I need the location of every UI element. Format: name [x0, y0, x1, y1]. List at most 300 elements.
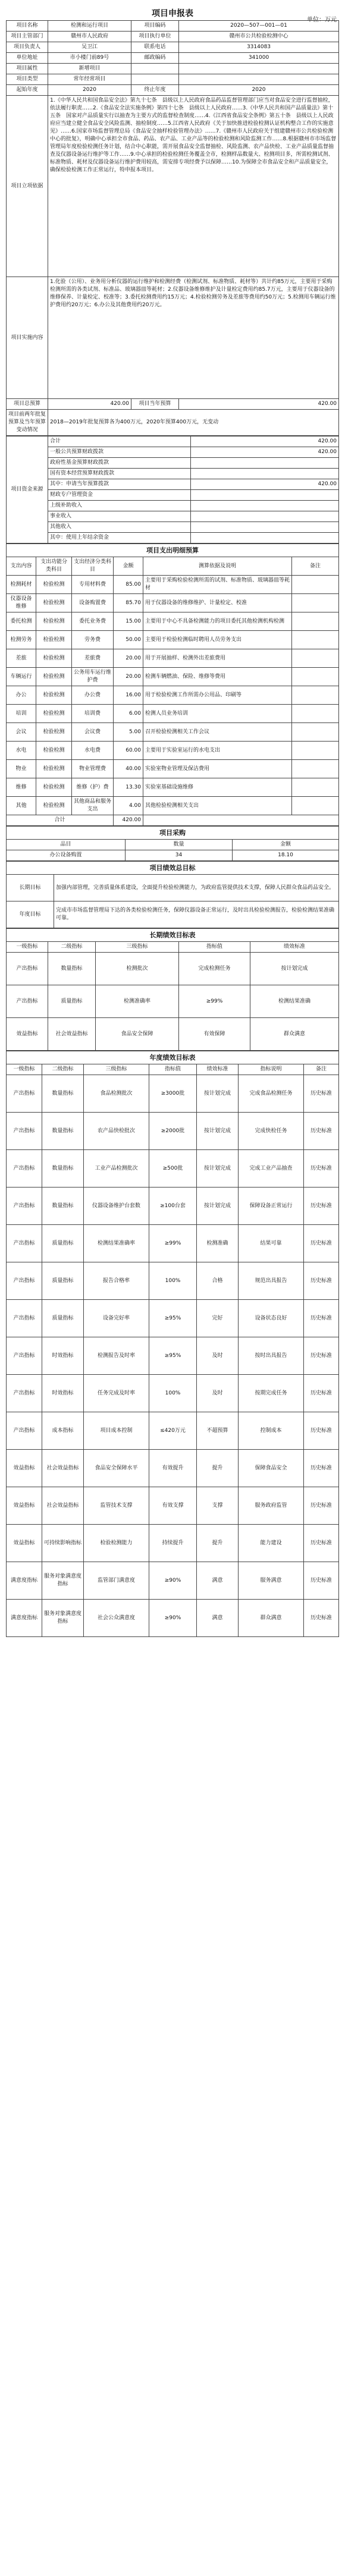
detail-cell: 其他商品和服务支出 [72, 797, 114, 815]
period-end: 2020 [179, 85, 339, 96]
detail-cell: 车辆运行 [7, 668, 36, 686]
detail-cell: 主要用于采购检验检测所需的试剂、标准物质、玻璃器皿等耗材 [143, 576, 292, 594]
year-cell: 不超预算 [197, 1412, 239, 1450]
detail-cell [292, 576, 339, 594]
detail-cell: 其他 [7, 797, 36, 815]
long-cell: 食品安全保障 [96, 1018, 179, 1051]
funds-row [7, 511, 339, 522]
funds-amount [191, 490, 339, 501]
year-cell: 设备完好率 [84, 1300, 149, 1337]
year-row [7, 1412, 339, 1450]
detail-cell: 检验检测 [36, 723, 72, 742]
funds-amount [191, 501, 339, 511]
detail-cell: 设备购置费 [72, 594, 114, 612]
basic-row [7, 21, 339, 32]
year-cell: 保障设备正常运行 [239, 1188, 304, 1225]
year-cell: 可持续影响指标 [42, 1525, 84, 1562]
detail-cell: 办公 [7, 686, 36, 705]
basic-label: 项目类型 [7, 74, 48, 85]
year-cell: 历史标准 [304, 1300, 339, 1337]
long-cell: 群众满意 [250, 1018, 339, 1051]
long-cell: 社会效益指标 [48, 1018, 96, 1051]
funds-table [6, 436, 339, 544]
detail-cell: 4.00 [114, 797, 143, 815]
purchase-cell: 办公设备购置 [7, 850, 126, 861]
detail-header-cell: 测算依据及说明 [143, 557, 292, 576]
year-cell: 100% [149, 1375, 197, 1412]
long-targets-table [6, 928, 339, 1051]
basic-value: 2020—507—001—01 [179, 21, 339, 32]
perf-title: 项目绩效总目标 [7, 862, 339, 875]
year-cell: 监管技术支撑 [84, 1487, 149, 1525]
basic-value: 赣州市人民政府 [48, 32, 131, 42]
year-cell: 社会公众满意度 [84, 1600, 149, 1637]
year-header-cell: 一级指标 [7, 1064, 42, 1075]
basic-label: 项目执行单位 [131, 32, 179, 42]
year-cell: 历史标准 [304, 1337, 339, 1375]
long-header-cell: 指标值 [179, 942, 250, 953]
detail-cell: 检验检测 [36, 649, 72, 668]
year-cell: 满意 [197, 1600, 239, 1637]
year-cell: 社会效益指标 [42, 1450, 84, 1487]
year-cell: 仪器设备维护台套数 [84, 1188, 149, 1225]
basic-label: 项目编码 [131, 21, 179, 32]
long-header-cell: 绩效标准 [250, 942, 339, 953]
year-cell: 历史标准 [304, 1225, 339, 1262]
year-cell: 历史标准 [304, 1075, 339, 1113]
history-text: 2018—2019年批复预算各为400万元，2020年预算400万元，无变动 [48, 410, 339, 436]
long-header-cell: 三级指标 [96, 942, 179, 953]
year-cell: 质量指标 [42, 1262, 84, 1300]
perf-text: 加强内部管理，完善质量体系建设，全面提升检验检测能力，为政府监管提供技术支撑，保障人民群众食品药品安全。 [54, 875, 339, 901]
detail-cell: 会议 [7, 723, 36, 742]
content-label: 项目实施内容 [7, 277, 48, 399]
long-cell: 效益指标 [7, 1018, 48, 1051]
funds-source: 一般公共预算财政拨款 [48, 447, 191, 458]
detail-cell: 劳务费 [72, 631, 114, 649]
year-cell: 按期完成任务 [239, 1375, 304, 1412]
long-targets-title: 长期绩效目标表 [7, 929, 339, 942]
year-cell: 持续提升 [149, 1525, 197, 1562]
funds-row [7, 533, 339, 544]
year-cell: 完好 [197, 1300, 239, 1337]
year-row [7, 1525, 339, 1562]
long-cell: 产出指标 [7, 953, 48, 985]
funds-amount [191, 522, 339, 533]
detail-cell: 其他检验检测相关支出 [143, 797, 292, 815]
detail-cell: 检验检测 [36, 594, 72, 612]
funds-amount: 420.00 [191, 479, 339, 490]
year-cell: ≥100台套 [149, 1188, 197, 1225]
year-cell: 数量指标 [42, 1150, 84, 1188]
detail-cell: 85.00 [114, 576, 143, 594]
perf-row [7, 901, 339, 928]
basic-row [7, 53, 339, 64]
detail-cell [292, 649, 339, 668]
detail-cell: 检验检测 [36, 668, 72, 686]
year-cell: 历史标准 [304, 1600, 339, 1637]
year-cell: 质量指标 [42, 1225, 84, 1262]
year-cell: 规范出具报告 [239, 1262, 304, 1300]
detail-cell: 检测人员业务培训 [143, 705, 292, 723]
year-cell: 产出指标 [7, 1412, 42, 1450]
detail-cell: 60.00 [114, 742, 143, 760]
year-cell: ≥3000批 [149, 1075, 197, 1113]
funds-source: 财政专户管理资金 [48, 490, 191, 501]
year-cell: 产出指标 [7, 1337, 42, 1375]
funds-amount [191, 469, 339, 479]
basis-label: 项目立项依据 [7, 96, 48, 277]
year-row [7, 1113, 339, 1150]
year-header-cell: 指标值 [149, 1064, 197, 1075]
funds-row [7, 447, 339, 458]
year-cell: 有效提升 [149, 1450, 197, 1487]
long-cell: 产出指标 [7, 985, 48, 1018]
long-cell: 质量指标 [48, 985, 96, 1018]
year-cell: 产出指标 [7, 1113, 42, 1150]
basic-label: 项目负责人 [7, 42, 48, 53]
period-row [7, 85, 339, 96]
funds-row [7, 501, 339, 511]
perf-table [6, 861, 339, 928]
year-cell: 完成食品检测任务 [239, 1075, 304, 1113]
year-cell: 检验检测能力 [84, 1525, 149, 1562]
budget-cur-value: 420.00 [179, 399, 339, 410]
detail-cell [292, 594, 339, 612]
detail-cell: 检测车辆燃油、保险、维修等费用 [143, 668, 292, 686]
year-cell: 历史标准 [304, 1412, 339, 1450]
year-cell: 检测报告及时率 [84, 1337, 149, 1375]
purchase-cell: 34 [126, 850, 233, 861]
year-cell: 设备状态良好 [239, 1300, 304, 1337]
perf-label: 年度目标 [7, 901, 54, 928]
detail-cell: 检验检测 [36, 705, 72, 723]
year-cell: 数量指标 [42, 1113, 84, 1150]
budget-label: 项目总预算 [7, 399, 48, 410]
detail-cell: 实验室基础设施维修 [143, 778, 292, 797]
funds-source: 其中：使用上年结余资金 [48, 533, 191, 544]
year-row [7, 1150, 339, 1188]
detail-cell: 实验室物业管理及保洁费用 [143, 760, 292, 778]
detail-header-cell: 支出功能分类科目 [36, 557, 72, 576]
basic-value: 常年经常项目 [48, 74, 131, 85]
detail-total-row [7, 815, 339, 826]
detail-row [7, 797, 339, 815]
long-row [7, 953, 339, 985]
detail-cell: 用于仪器设备的维修维护、计量检定、校准 [143, 594, 292, 612]
year-row [7, 1300, 339, 1337]
year-cell: 项目成本控制 [84, 1412, 149, 1450]
detail-cell: 仪器设备维修 [7, 594, 36, 612]
year-header-cell: 二级指标 [42, 1064, 84, 1075]
detail-cell: 20.00 [114, 668, 143, 686]
detail-cell: 主要用于实验室运行的水电支出 [143, 742, 292, 760]
detail-row [7, 576, 339, 594]
basic-row [7, 32, 339, 42]
funds-row [7, 479, 339, 490]
basic-label: 联系电话 [131, 42, 179, 53]
detail-header-cell: 支出内容 [7, 557, 36, 576]
year-cell: 群众满意 [239, 1600, 304, 1637]
long-cell: 检测准确率 [96, 985, 179, 1018]
year-cell: ≥90% [149, 1562, 197, 1600]
purchase-header-cell: 数量 [126, 840, 233, 850]
purchase-title: 项目采购 [7, 827, 339, 840]
detail-header-cell: 金额 [114, 557, 143, 576]
basic-row [7, 64, 339, 74]
year-cell: 满意度指标 [7, 1600, 42, 1637]
funds-row [7, 469, 339, 479]
funds-source: 国有资本经营预算财政拨款 [48, 469, 191, 479]
long-cell: 有效保障 [179, 1018, 250, 1051]
detail-cell: 培训费 [72, 705, 114, 723]
year-cell: 食品检测批次 [84, 1075, 149, 1113]
basic-value: 市小楼门前89号 [48, 53, 131, 64]
detail-cell: 物业管理费 [72, 760, 114, 778]
budget-row [7, 399, 339, 410]
year-cell: 产出指标 [7, 1300, 42, 1337]
year-cell: 按计划完成 [197, 1188, 239, 1225]
year-cell: 合格 [197, 1262, 239, 1300]
long-cell: ≥99% [179, 985, 250, 1018]
year-cell: 历史标准 [304, 1525, 339, 1562]
basic-info-table [6, 20, 339, 436]
funds-source: 其他收入 [48, 522, 191, 533]
year-cell: ≥99% [149, 1225, 197, 1262]
detail-cell: 13.30 [114, 778, 143, 797]
detail-cell: 主要用于中心不具备检测能力的项目委托其他检测机构检测 [143, 612, 292, 631]
basic-value: 新增项目 [48, 64, 131, 74]
long-cell: 数量指标 [48, 953, 96, 985]
detail-table [6, 544, 339, 826]
year-row [7, 1562, 339, 1600]
year-cell: 服务对象满意度指标 [42, 1562, 84, 1600]
detail-header-row [7, 557, 339, 576]
year-row [7, 1375, 339, 1412]
year-row [7, 1600, 339, 1637]
basic-value: 3314083 [179, 42, 339, 53]
year-cell: 历史标准 [304, 1188, 339, 1225]
year-row [7, 1262, 339, 1300]
basic-value: 吴卫江 [48, 42, 131, 53]
detail-cell: 5.00 [114, 723, 143, 742]
year-cell: 满意 [197, 1562, 239, 1600]
period-end-label: 终止年度 [131, 85, 179, 96]
basic-row [7, 74, 339, 85]
detail-cell [292, 668, 339, 686]
detail-row [7, 612, 339, 631]
basic-value [179, 64, 339, 74]
detail-cell [292, 797, 339, 815]
funds-source: 合计 [48, 436, 191, 447]
detail-cell: 50.00 [114, 631, 143, 649]
year-cell: 历史标准 [304, 1375, 339, 1412]
year-cell: 按计划完成 [197, 1075, 239, 1113]
year-header-cell: 绩效标准 [197, 1064, 239, 1075]
year-cell: 服务对象满意度指标 [42, 1600, 84, 1637]
year-cell: 时效指标 [42, 1337, 84, 1375]
content-text: 1.化验（公用）、业务用分析仪器的运行维护和检测经费（检测试剂、标准物质、耗材等）共计约85万元，主要用于采购检测所需的各类试剂、标准品、玻璃器皿等耗材；2.仪器设备维修维护及计量检定费用约85.7万元，主要用于仪器设备的维修保养、计量检定、校准等；3.委托检测费用约15万元；4.检验检测劳务及差旅等费用约50万元；5.检测用车辆运行维护费用约20万元；6.办公及其他费用约20万元。 [48, 277, 339, 399]
long-cell: 检测批次 [96, 953, 179, 985]
basic-label: 项目属性 [7, 64, 48, 74]
detail-cell: 会议费 [72, 723, 114, 742]
detail-cell [292, 778, 339, 797]
year-row [7, 1337, 339, 1375]
detail-cell: 检验检测 [36, 797, 72, 815]
detail-row [7, 686, 339, 705]
history-row [7, 410, 339, 436]
funds-row [7, 458, 339, 469]
detail-cell: 40.00 [114, 760, 143, 778]
detail-row [7, 668, 339, 686]
basis-text: 1.《中华人民共和国食品安全法》第九十七条 县级以上人民政府食品药品监督管理部门应当对食品安全进行监督抽检，依法履行职责……2.《食品安全法实施条例》第四十七条 县级以上人民政府……3.《中华人民共和国产品质量法》第十五条 国家对产品质量实行以抽查为主要方式的监督检查制度……4.《江西省食品安全条例》第五十条 县级以上人民政府应当建立健全食品安全风险监测、抽检制度……5.江西省人民政府《关于加快推进检验检测认证机构整合工作的实施意见》……6.国家市场监督管理总局《食品安全抽样检验管理办法》……7.《赣州市人民政府关于组建赣州市公共检验检测中心的批复》，明确中心承担全市食品、药品、农产品、工业产品等的检验检测和风险监测工作……8.根据赣州市市场监督管理局年度检验检测任务计划，结合中心职能，需开展食品安全监督抽检、风险监测、农产品快检、工业产品质量监督抽查及仪器设备运行维护等工作……9.中心承担的检验检测任务覆盖全市，检测样品数量大、检测项目多，所需检测试剂、标准物质、耗材及仪器设备运行维护费用较高，需安排专项经费予以保障……10.为保障全市食品安全和产品质量安全，确保检验检测工作正常运行，特申报本项目。 [48, 96, 339, 277]
year-header-cell: 三级指标 [84, 1064, 149, 1075]
purchase-header-row [7, 840, 339, 850]
year-cell: 历史标准 [304, 1262, 339, 1300]
long-header-row [7, 942, 339, 953]
detail-cell: 培训 [7, 705, 36, 723]
detail-row [7, 742, 339, 760]
detail-cell: 检测劳务 [7, 631, 36, 649]
detail-title: 项目支出明细预算 [7, 544, 339, 557]
long-cell: 完成检测任务 [179, 953, 250, 985]
perf-label: 长期目标 [7, 875, 54, 901]
detail-cell: 召开检验检测相关工作会议 [143, 723, 292, 742]
detail-row [7, 778, 339, 797]
year-cell: 历史标准 [304, 1113, 339, 1150]
period-label: 起始年度 [7, 85, 48, 96]
basic-label [131, 64, 179, 74]
year-cell: ≥500批 [149, 1150, 197, 1188]
year-cell: 质量指标 [42, 1300, 84, 1337]
detail-cell: 检验检测 [36, 612, 72, 631]
funds-row [7, 436, 339, 447]
year-cell: 提升 [197, 1525, 239, 1562]
detail-row [7, 705, 339, 723]
long-row [7, 985, 339, 1018]
year-cell: 按计划完成 [197, 1113, 239, 1150]
year-cell: 工业产品检测批次 [84, 1150, 149, 1188]
detail-cell: 检测耗材 [7, 576, 36, 594]
basic-label [131, 74, 179, 85]
year-row [7, 1487, 339, 1525]
detail-row [7, 631, 339, 649]
detail-cell: 检验检测 [36, 760, 72, 778]
year-cell: 数量指标 [42, 1188, 84, 1225]
detail-row [7, 723, 339, 742]
year-cell: 时效指标 [42, 1375, 84, 1412]
year-cell: 服务政府监管 [239, 1487, 304, 1525]
basic-label: 邮政编码 [131, 53, 179, 64]
detail-row [7, 649, 339, 668]
year-cell: 历史标准 [304, 1487, 339, 1525]
year-header-row [7, 1064, 339, 1075]
year-cell: 提升 [197, 1450, 239, 1487]
year-cell: 支撑 [197, 1487, 239, 1525]
funds-amount [191, 458, 339, 469]
year-header-cell: 指标说明 [239, 1064, 304, 1075]
detail-cell [292, 631, 339, 649]
detail-cell: 维修 [7, 778, 36, 797]
basic-value: 341000 [179, 53, 339, 64]
funds-amount: 420.00 [191, 447, 339, 458]
detail-cell [292, 723, 339, 742]
detail-cell: 委托业务费 [72, 612, 114, 631]
long-row [7, 1018, 339, 1051]
detail-cell: 公务用车运行维护费 [72, 668, 114, 686]
basic-value: 检测和运行项目 [48, 21, 131, 32]
year-cell: 效益指标 [7, 1525, 42, 1562]
year-cell: 产出指标 [7, 1375, 42, 1412]
detail-row [7, 594, 339, 612]
year-cell: 100% [149, 1262, 197, 1300]
detail-row [7, 760, 339, 778]
funds-source: 事业收入 [48, 511, 191, 522]
detail-cell [292, 686, 339, 705]
year-cell: 及时 [197, 1375, 239, 1412]
detail-cell: 办公费 [72, 686, 114, 705]
year-targets-table [6, 1051, 339, 1637]
year-cell: 完成快检任务 [239, 1113, 304, 1150]
detail-cell: 用于检验检测工作所需办公用品、印刷等 [143, 686, 292, 705]
year-row [7, 1450, 339, 1487]
page-title: 项目申报表 [152, 9, 193, 18]
funds-label: 项目资金来源 [7, 436, 48, 544]
funds-source: 上级补助收入 [48, 501, 191, 511]
year-cell: 产出指标 [7, 1262, 42, 1300]
funds-row [7, 490, 339, 501]
detail-cell: 物业 [7, 760, 36, 778]
detail-cell: 20.00 [114, 649, 143, 668]
year-cell: 产出指标 [7, 1150, 42, 1188]
year-cell: 任务完成及时率 [84, 1375, 149, 1412]
long-cell: 检测结果准确 [250, 985, 339, 1018]
year-cell: 监管部门满意度 [84, 1562, 149, 1600]
basic-value [179, 74, 339, 85]
purchase-table [6, 826, 339, 861]
funds-amount [191, 511, 339, 522]
year-cell: 控制成本 [239, 1412, 304, 1450]
detail-cell [292, 742, 339, 760]
budget-cur-label: 项目当年预算 [131, 399, 179, 410]
year-cell: ≥95% [149, 1337, 197, 1375]
basic-label: 单位地址 [7, 53, 48, 64]
detail-cell: 差旅 [7, 649, 36, 668]
history-label: 项目前两年批复预算及当年预算变动情况 [7, 410, 48, 436]
year-cell: 满意度指标 [7, 1562, 42, 1600]
detail-header-cell: 备注 [292, 557, 339, 576]
detail-cell: 水电 [7, 742, 36, 760]
detail-empty [143, 815, 339, 826]
funds-source: 政府性基金预算财政拨款 [48, 458, 191, 469]
year-cell: 农产品快检批次 [84, 1113, 149, 1150]
perf-text: 完成市市场监督管理局下达的各类检验检测任务，保障仪器设备正常运行，及时出具检验检测报告，检验检测结果准确可靠。 [54, 901, 339, 928]
purchase-header-cell: 金额 [233, 840, 339, 850]
year-cell: 历史标准 [304, 1562, 339, 1600]
basic-label: 项目主管部门 [7, 32, 48, 42]
year-cell: ≥95% [149, 1300, 197, 1337]
year-cell: 历史标准 [304, 1150, 339, 1188]
detail-cell: 85.70 [114, 594, 143, 612]
detail-cell: 差旅费 [72, 649, 114, 668]
year-cell: 产出指标 [7, 1225, 42, 1262]
funds-source: 其中：申请当年预算拨款 [48, 479, 191, 490]
year-cell: 服务满意 [239, 1562, 304, 1600]
year-cell: 数量指标 [42, 1075, 84, 1113]
detail-cell: 15.00 [114, 612, 143, 631]
long-header-cell: 二级指标 [48, 942, 96, 953]
detail-cell: 16.00 [114, 686, 143, 705]
